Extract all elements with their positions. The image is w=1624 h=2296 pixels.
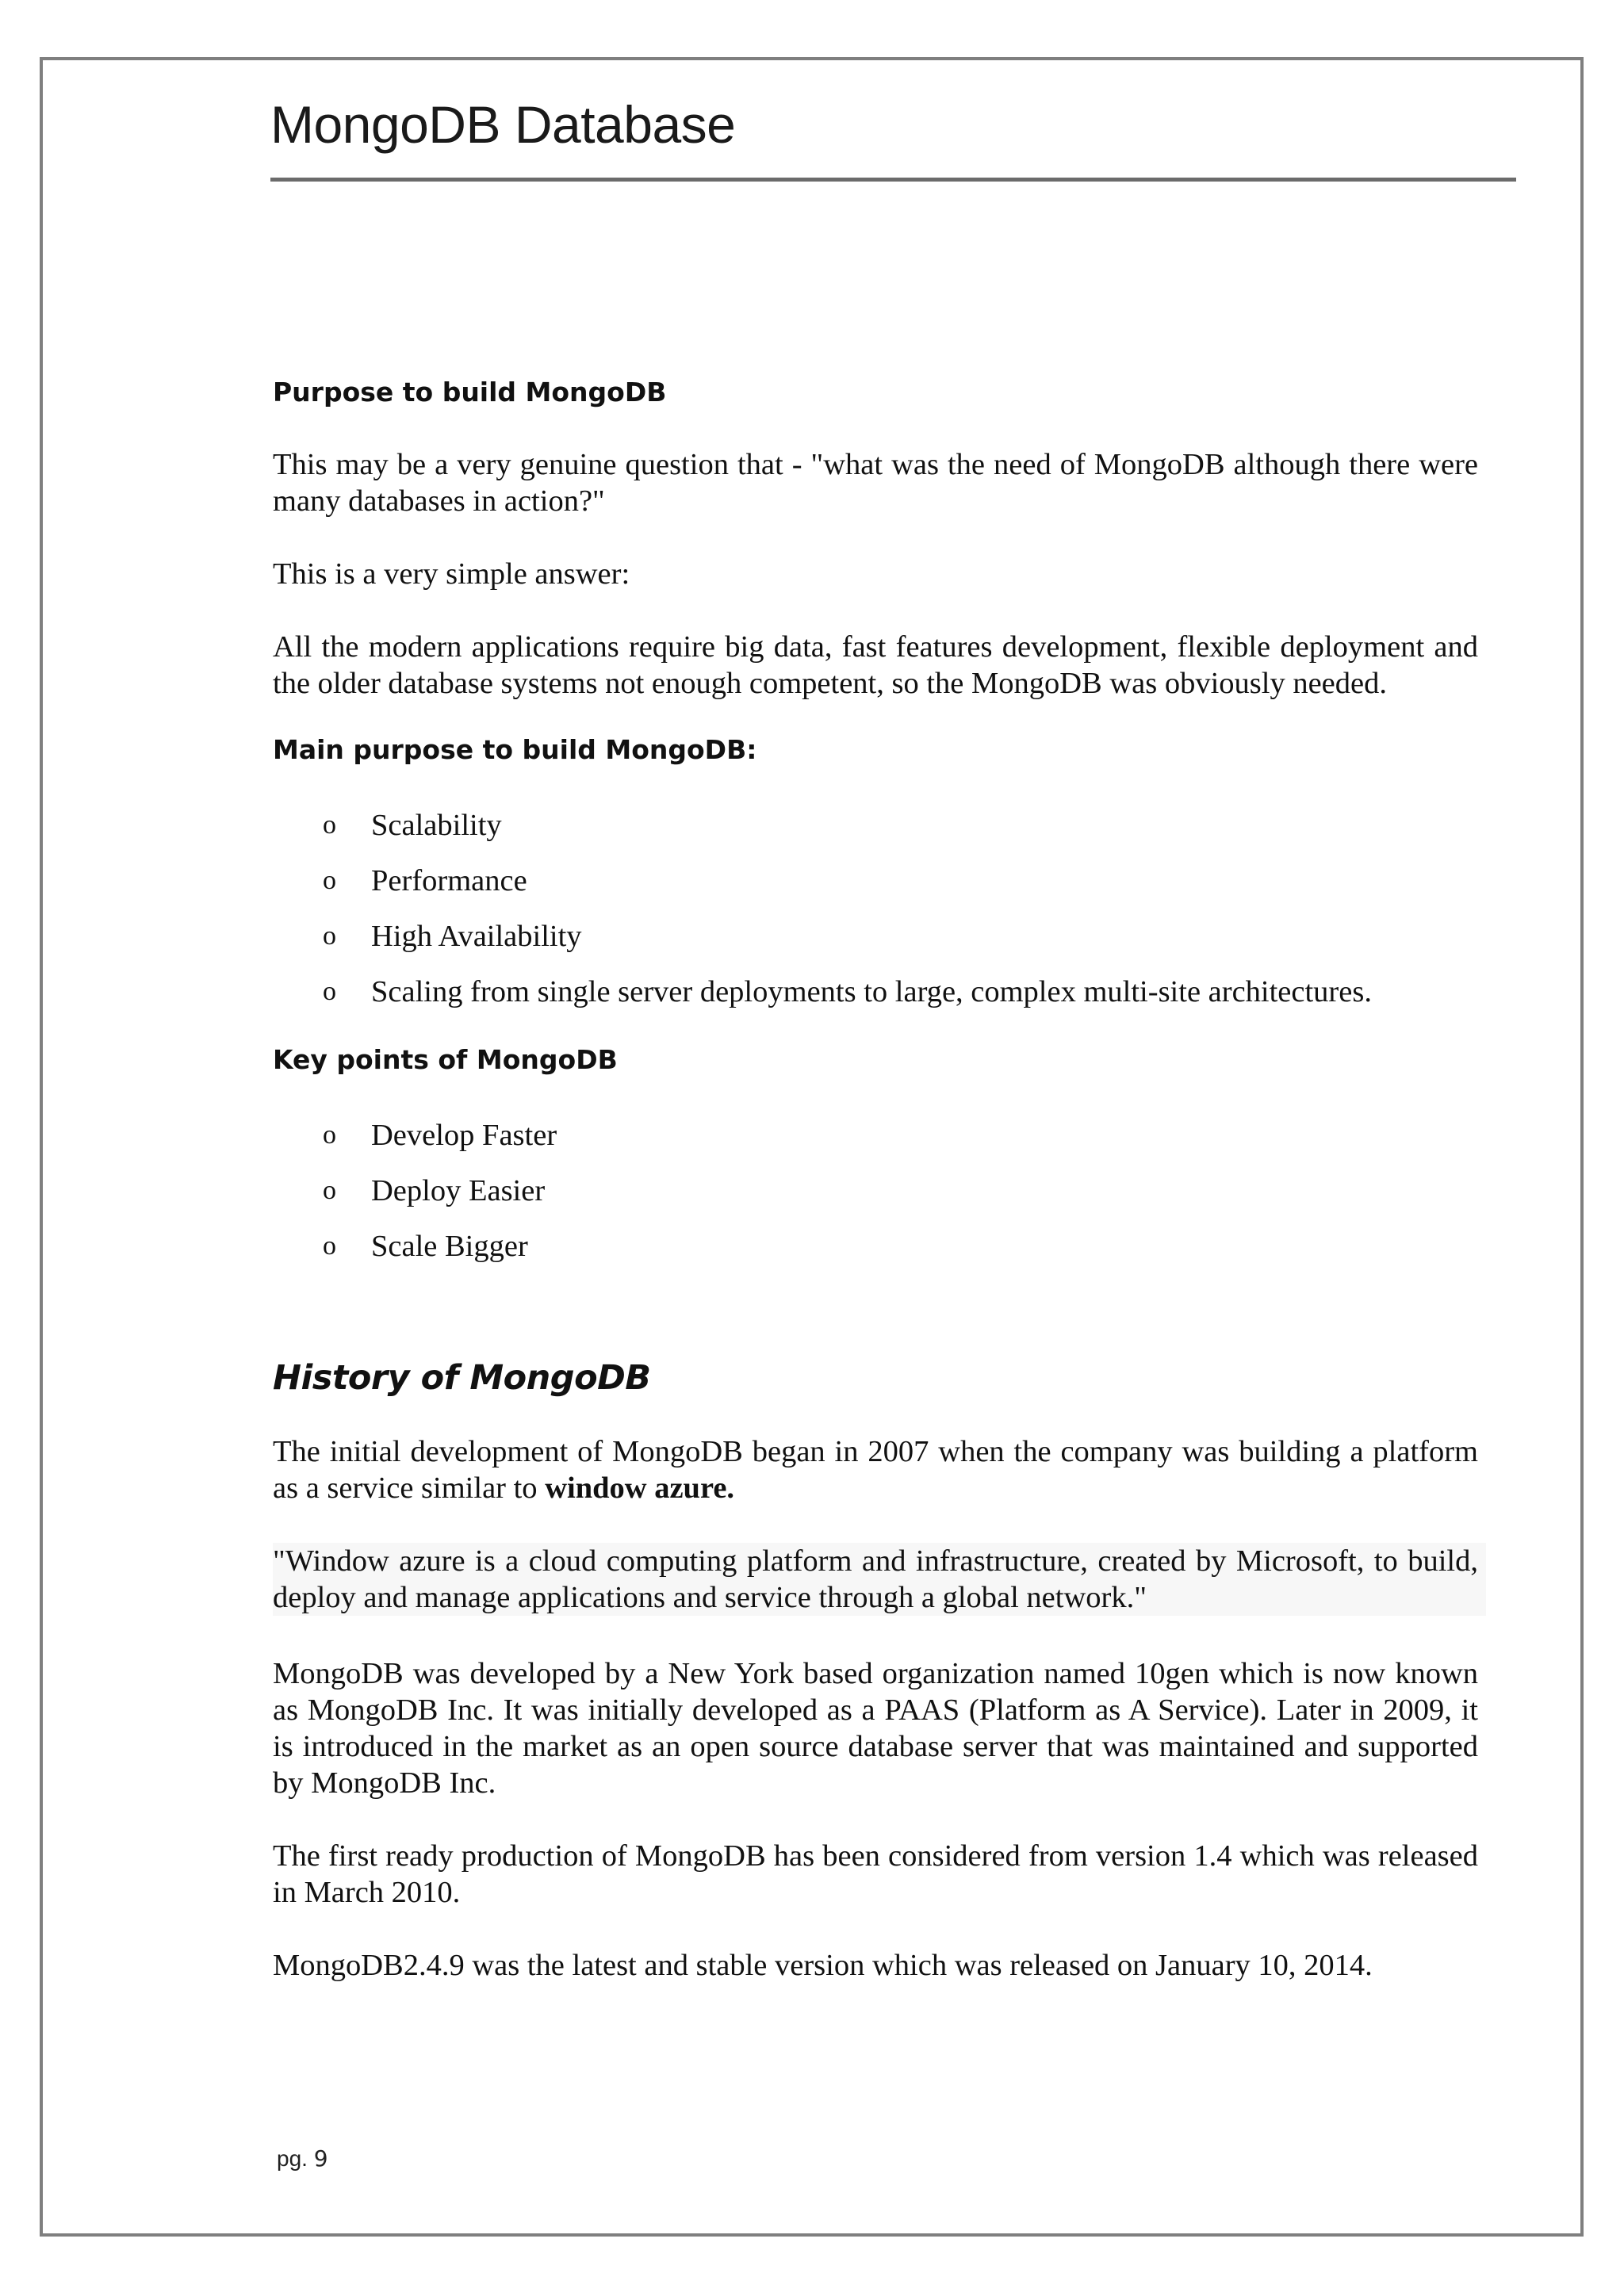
- history-heading: History of MongoDB: [273, 1357, 651, 1398]
- bullet-icon: o: [323, 809, 336, 840]
- history-paragraph-3: The first ready production of MongoDB has been considered from version 1.4 which was released in March 2010.: [273, 1839, 1478, 1910]
- list-item-text: Scaling from single server deployments to large, complex multi-site architectures.: [371, 974, 1372, 1008]
- window-azure-bold: window azure.: [545, 1471, 735, 1506]
- history-paragraph-1: [273, 1433, 1478, 1506]
- list-item: [273, 1163, 1478, 1219]
- purpose-paragraph-3: All the modern applications require big data, fast features development, flexible deployment and the older database systems not enough competent, so the MongoDB was obviously needed.: [273, 629, 1478, 700]
- list-item: [273, 1108, 1478, 1163]
- page-number-label: pg.: [277, 2146, 308, 2171]
- page-content: [273, 376, 1478, 1984]
- purpose-paragraph-1: This may be a very genuine question that - "what was the need of MongoDB although there were many databases in action?": [273, 447, 1478, 518]
- key-points-heading: Key points of MongoDB: [273, 1043, 618, 1075]
- list-item: [273, 1219, 1478, 1274]
- history-paragraph-2: MongoDB was developed by a New York based organization named 10gen which is now known as MongoDB Inc. It was initially developed as a PAAS (Platform as A Service). Later in 2009, it is introduced in the market as an open source database server that was maintained and supported by MongoDB Inc.: [273, 1657, 1478, 1800]
- bullet-icon: o: [323, 1175, 336, 1205]
- list-item: [273, 798, 1478, 853]
- main-purpose-heading: Main purpose to build MongoDB:: [273, 733, 757, 765]
- bullet-icon: o: [323, 976, 336, 1006]
- list-item-text: Develop Faster: [371, 1118, 557, 1152]
- page-number: [277, 2145, 328, 2172]
- list-item-text: Deploy Easier: [371, 1173, 546, 1207]
- bullet-icon: o: [323, 1230, 336, 1261]
- page-number-value: 9: [313, 2145, 328, 2172]
- history-paragraph-4: MongoDB2.4.9 was the latest and stable version which was released on January 10, 2014.: [273, 1949, 1373, 1983]
- list-item: [273, 853, 1478, 909]
- main-purpose-list: [273, 798, 1478, 1020]
- bullet-icon: o: [323, 920, 336, 951]
- key-points-list: [273, 1108, 1478, 1274]
- bullet-icon: o: [323, 1119, 336, 1150]
- page-title: MongoDB Database: [270, 95, 736, 154]
- purpose-paragraph-2: This is a very simple answer:: [273, 557, 630, 591]
- list-item-text: Scalability: [371, 808, 502, 842]
- purpose-heading: Purpose to build MongoDB: [273, 377, 667, 408]
- list-item-text: High Availability: [371, 919, 582, 953]
- list-item-text: Performance: [371, 863, 527, 897]
- list-item: [273, 964, 1478, 1020]
- history-paragraph-1-text: The initial development of MongoDB began in 2007 when the company was building a platform as a service similar to: [273, 1435, 1478, 1506]
- azure-quote: "Window azure is a cloud computing platform and infrastructure, created by Microsoft, to build, deploy and manage applications and service through a global network.": [273, 1543, 1486, 1616]
- bullet-icon: o: [323, 865, 336, 895]
- list-item-text: Scale Bigger: [371, 1229, 528, 1263]
- header-divider: [270, 178, 1516, 182]
- list-item: [273, 909, 1478, 964]
